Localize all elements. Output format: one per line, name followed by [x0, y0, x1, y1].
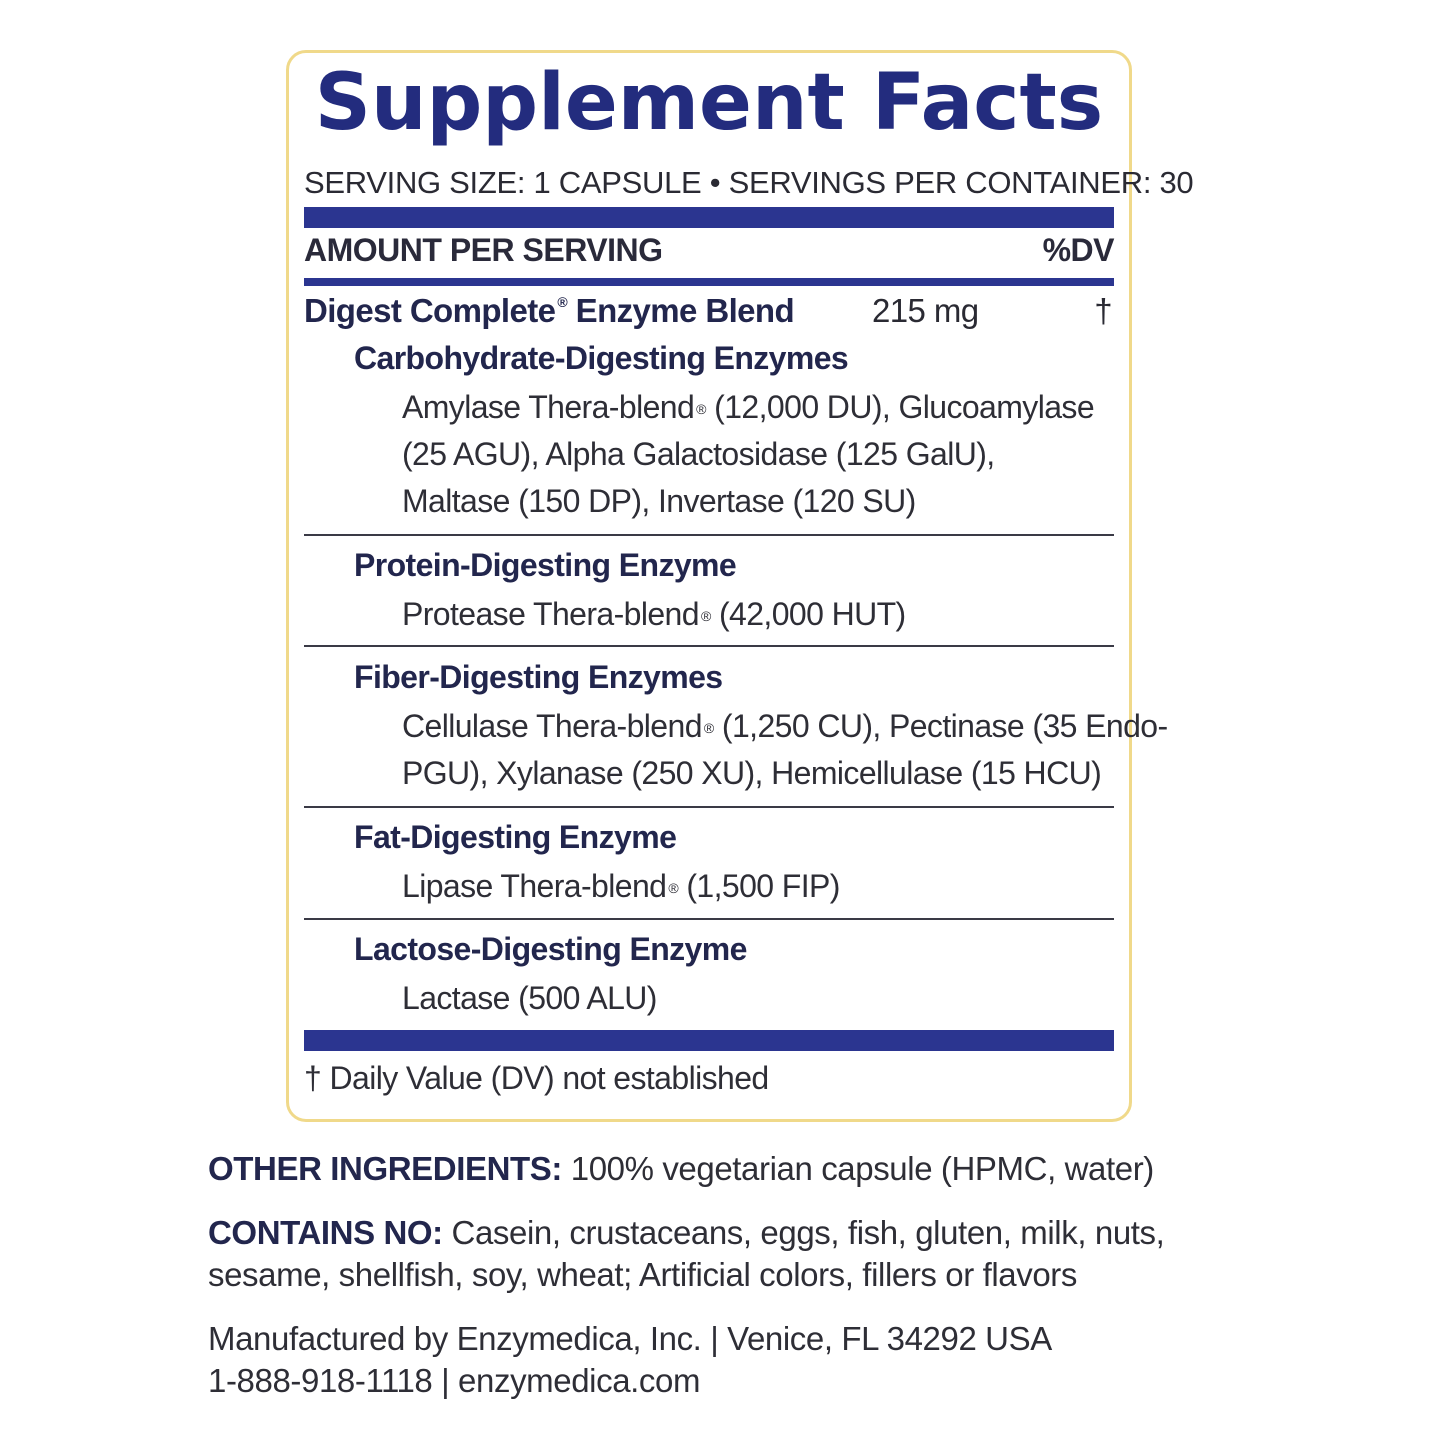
- manufacturer-line2: 1-888-918-1118 | enzymedica.com: [208, 1362, 701, 1399]
- manufacturer-line1: Manufactured by Enzymedica, Inc. | Venice, FL 34292 USA: [208, 1320, 1052, 1357]
- blend-amount: 215 mg: [872, 292, 979, 329]
- thick-divider-bottom: [304, 1030, 1114, 1051]
- amount-per-serving-header: [304, 232, 1114, 269]
- other-ingredients-label: OTHER INGREDIENTS:: [208, 1150, 562, 1187]
- contains-no-line2: sesame, shellfish, soy, wheat; Artificial colors, fillers or flavors: [208, 1256, 1077, 1293]
- thick-divider-top: [304, 207, 1114, 228]
- protein-enzyme-heading: Protein-Digesting Enzyme: [354, 547, 737, 583]
- enzyme-blend-row: [304, 292, 1114, 330]
- contains-no-line1: Casein, crustaceans, eggs, fish, gluten, milk, nuts,: [442, 1214, 1165, 1251]
- protein-enzyme-detail: Protease Thera-blend ® (42,000 HUT): [402, 596, 906, 632]
- carbohydrate-enzymes-detail: Amylase Thera-blend ® (12,000 DU), Glucoamylase (25 AGU), Alpha Galactosidase (125 GalU), Maltase (150 DP), Invertase (120 SU): [402, 389, 1095, 519]
- fat-enzyme-detail: Lipase Thera-blend ® (1,500 FIP): [402, 868, 840, 904]
- dv-footnote: † Daily Value (DV) not established: [304, 1060, 769, 1096]
- manufacturer-info: [208, 1318, 1228, 1402]
- other-ingredients-text: 100% vegetarian capsule (HPMC, water): [561, 1150, 1154, 1187]
- lactose-enzyme-detail: Lactase (500 ALU): [402, 980, 657, 1016]
- lactose-enzyme-heading: Lactose-Digesting Enzyme: [354, 931, 747, 967]
- serving-info: SERVING SIZE: 1 CAPSULE • SERVINGS PER CONTAINER: 30: [304, 165, 1194, 200]
- divider-1: [304, 534, 1114, 536]
- medium-divider: [304, 278, 1114, 286]
- fiber-enzymes-heading: Fiber-Digesting Enzymes: [354, 659, 723, 695]
- fat-enzyme-heading: Fat-Digesting Enzyme: [354, 819, 677, 855]
- blend-dv: †: [1094, 292, 1112, 329]
- dv-header-label: %DV: [1042, 232, 1114, 268]
- fiber-enzymes-detail: Cellulase Thera-blend ® (1,250 CU), Pectinase (35 Endo- PGU), Xylanase (250 XU), Hemicellulase (15 HCU): [402, 708, 1168, 791]
- label-title: Supplement Facts: [314, 58, 1104, 148]
- contains-no: [208, 1212, 1228, 1296]
- blend-name: Digest Complete ® Enzyme Blend: [304, 292, 795, 329]
- carbohydrate-enzymes-heading: Carbohydrate-Digesting Enzymes: [354, 340, 849, 376]
- divider-4: [304, 918, 1114, 920]
- amount-header-label: AMOUNT PER SERVING: [304, 232, 663, 268]
- divider-2: [304, 645, 1114, 647]
- contains-no-label: CONTAINS NO:: [208, 1214, 443, 1251]
- other-ingredients: [208, 1148, 1228, 1190]
- divider-3: [304, 806, 1114, 808]
